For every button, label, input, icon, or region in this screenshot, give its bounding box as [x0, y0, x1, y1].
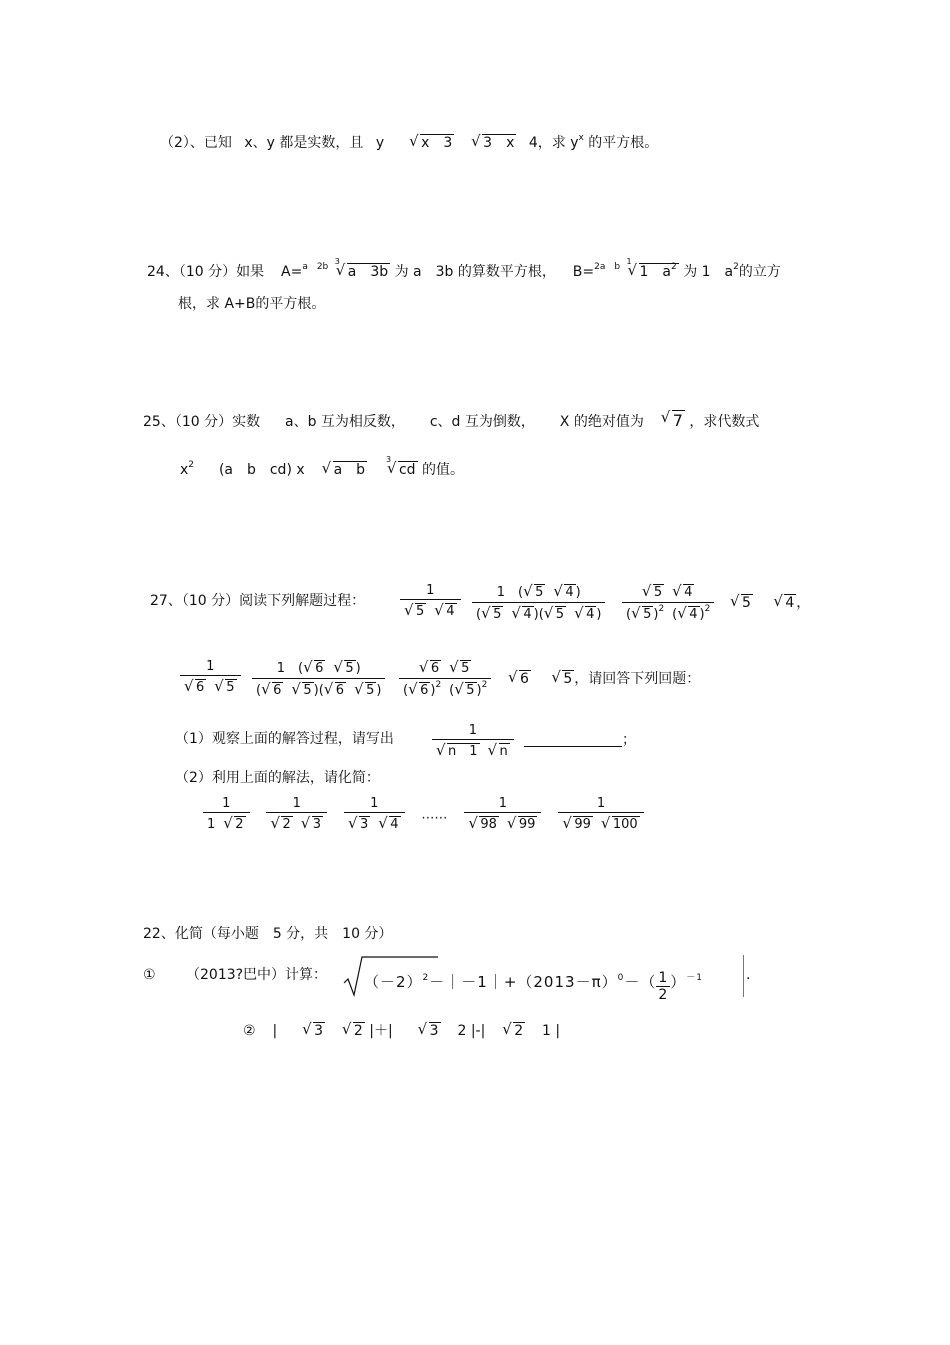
- q22-c2-two: 2 |-|: [457, 1023, 486, 1039]
- q24-text2: 为 1 a: [683, 264, 734, 280]
- q22-circle-2: ②: [243, 1023, 256, 1039]
- q27-f2-den-r3: √ 5: [555, 606, 566, 622]
- q27-line2-end: ，请回答下列回题：: [574, 671, 701, 687]
- q27-res-r2: √ 4: [784, 594, 796, 611]
- q27-g2-den-r1: √ 6: [272, 682, 283, 698]
- q27-g3-den-r1: √ 6: [419, 682, 430, 698]
- q27-g3-den-r2: √ 5: [465, 682, 476, 698]
- q27-g2: $\frac{1 (√ 6√ 5 )}{(√ 6√ 5 )(√ 6√ 5 )}$: [252, 660, 385, 699]
- q27-gres-r1: √ 6: [519, 670, 531, 687]
- q27-g3: √ $\frac{6√ 5}{(√ 6 )^2 (√ 5 )^2}$: [399, 660, 491, 699]
- q27-frac-3: √ $\frac{5√ 4}{(√ 5 )^2 (√ 4 )^2}$: [622, 584, 714, 623]
- q27-f3-den-r2: √ 4: [688, 606, 699, 622]
- series-term-5-num: 1: [558, 797, 643, 813]
- q22-c2-r4: √ 2: [513, 1022, 525, 1039]
- series-term-4-b: √ 99: [518, 816, 538, 832]
- q27-result-1: [730, 594, 810, 611]
- q27-f1-d1: √ 5: [415, 603, 426, 619]
- q27-f2-num-a: 1 (: [496, 585, 524, 600]
- q27-p1-d1: √ n 1: [447, 743, 480, 759]
- q25-line-2: [180, 455, 464, 478]
- series-term-1: [203, 797, 250, 832]
- series-term-2-a: √ 2: [281, 816, 292, 832]
- answer-blank[interactable]: [524, 732, 622, 747]
- q22-c1-half: [656, 971, 670, 1002]
- series-term-5-a: √ 99: [573, 816, 593, 832]
- q22-c2-bar1: |: [272, 1023, 278, 1039]
- q22-c2-r3: √ 3: [429, 1022, 441, 1039]
- q23-2-y: y: [375, 135, 385, 151]
- q27-frac-1: [400, 584, 461, 619]
- q27-res-r1: √ 5: [741, 594, 753, 611]
- series-term-3-a: √ 3: [359, 816, 370, 832]
- series-term-3: [344, 797, 405, 832]
- series-term-4-a: √ 98: [479, 816, 499, 832]
- q23-2-sqrt-2: √ 3 x: [482, 134, 516, 151]
- q27-part1-answer: [524, 732, 636, 747]
- q22-c2-mid: |＋|: [369, 1023, 393, 1039]
- q27-g1-d2: √ 5: [225, 679, 236, 695]
- q25-x: x: [180, 462, 189, 478]
- q27-series: [203, 797, 644, 832]
- q27-g1-num: 1: [180, 660, 241, 676]
- q27-g2-num-r1: √ 6: [314, 660, 325, 676]
- q27-g2-den-r2: √ 5: [302, 682, 313, 698]
- q23-2-vars: x、y: [244, 135, 275, 151]
- q24-text3: 的立方: [738, 264, 781, 280]
- q24-A-radicand: a 3b: [347, 264, 389, 280]
- q24-B-sq: 2: [671, 262, 677, 272]
- q23-2-sqrt-1: √ x 3: [420, 134, 454, 151]
- q22-circle-1: ①: [143, 967, 156, 983]
- q22-c2-r1: √ 3: [313, 1022, 325, 1039]
- q23-2-label: （2）、已知: [160, 135, 232, 151]
- q22-c1-expr-d: ）: [670, 973, 687, 991]
- q24-B-index: √ 1: [626, 257, 632, 266]
- q25-sqrt-7: √ 7: [672, 410, 685, 430]
- q24-B-radicand: 1 a: [639, 264, 672, 280]
- q27-g3-sq-1: 2: [435, 680, 442, 691]
- q25-text3: X 的绝对值为: [559, 414, 644, 430]
- series-term-1-a: 1: [207, 817, 216, 832]
- series-term-4: [464, 797, 541, 832]
- q22-c1-expression: [342, 955, 744, 1003]
- q24-A-index: √ 3: [334, 257, 340, 266]
- q27-f1-d2: √ 4: [445, 603, 456, 619]
- q23-2-text1: 都是实数，且: [279, 135, 364, 151]
- q27-comma: ，: [796, 595, 811, 611]
- q27-f3-sq-1: 2: [658, 604, 665, 615]
- q24-B-root: [626, 257, 679, 280]
- q27-frac-2: $\frac{1 (√ 5√ 4 )}{(√ 5√ 4 )(√ 5√ 4 )}$: [472, 584, 605, 623]
- q27-g2-den-r3: √ 6: [335, 682, 346, 698]
- q24-B-exp: 2a b: [594, 262, 621, 272]
- series-term-5: [558, 797, 643, 832]
- q27-part1-text: （1）观察上面的解答过程，请写出: [175, 731, 394, 747]
- q27-f2-den-r2: √ 4: [522, 606, 533, 622]
- series-term-5-b: √ 100: [612, 816, 640, 832]
- q25-text2: c、d 互为倒数，: [429, 414, 535, 430]
- q24-line-1: [147, 257, 781, 280]
- q23-2-exp: x: [578, 133, 584, 143]
- q22-c1-expr-zero: 0: [617, 973, 625, 983]
- q25-label: 25、（10 分）实数: [143, 414, 261, 430]
- q23-2-end: 的平方根。: [588, 135, 659, 151]
- q22-c1-half-den: 2: [658, 987, 669, 1003]
- q25-cbrt-cd: [385, 455, 418, 478]
- q27-g2-num-a: 1 (: [276, 661, 304, 676]
- series-term-3-b: √ 4: [389, 816, 400, 832]
- q25-text4: ，求代数式: [689, 414, 760, 430]
- q27-f3-den-r1: √ 5: [642, 606, 653, 622]
- q27-f2-num-r1: √ 5: [534, 584, 545, 600]
- q25-end: 的值。: [421, 462, 464, 478]
- q22-c1-expr-b: －｜－1｜+（2013－π）: [429, 973, 618, 991]
- q22-c1-text: （2013?巴中）计算：: [186, 967, 328, 983]
- series-term-1-num: 1: [203, 797, 250, 813]
- q22-c2-one: 1 |: [542, 1023, 561, 1039]
- q25-text1: a、b 互为相反数，: [285, 414, 405, 430]
- q22-c2-r2: √ 2: [353, 1022, 365, 1039]
- q27-p1-num: 1: [432, 724, 514, 740]
- q25-cbrt-radicand: cd: [398, 462, 416, 478]
- q27-g1-d1: √ 6: [195, 679, 206, 695]
- q23-2-line: [160, 134, 658, 151]
- q27-p1-d2: √ n: [499, 743, 510, 759]
- q27-g2-den-r4: √ 5: [365, 682, 376, 698]
- q22-c1-expr-a: （－2）: [364, 973, 423, 991]
- q27-gres-r2: √ 5: [562, 670, 574, 687]
- q27-g3-num-r1: √ 6: [430, 660, 441, 676]
- q27-f2-den-r4: √ 4: [585, 606, 596, 622]
- q24-line-2: 根，求 A+B的平方根。: [178, 296, 326, 312]
- q24-A-exp: a 2b: [302, 262, 329, 272]
- q22-c1-expr-c: －（: [624, 973, 657, 991]
- q24-A-cbrt: [334, 257, 390, 280]
- q24-B: B=: [572, 264, 595, 280]
- series-term-1-b: √ 2: [234, 816, 245, 832]
- series-dots: ……: [421, 807, 448, 823]
- q22-c1-dot: .: [746, 967, 751, 983]
- q22-label: 22、化简（每小题 5 分，共 10 分）: [143, 926, 393, 942]
- q22-c1-half-num: 1: [658, 970, 669, 986]
- q27-part2-text: （2）利用上面的解法，请化简：: [175, 770, 380, 786]
- q24-text2-sq: 2: [733, 262, 739, 272]
- q27-g1: [180, 660, 241, 695]
- q22-c1-expr-sq: 2: [422, 973, 430, 983]
- q23-2-base: y: [570, 135, 579, 151]
- q22-c1-expr-m1: －1: [686, 973, 704, 983]
- series-term-2: [266, 797, 327, 832]
- q27-f1-num: 1: [400, 584, 461, 600]
- q27-g2-num-r2: √ 5: [344, 660, 355, 676]
- series-term-2-b: √ 3: [312, 816, 323, 832]
- q25-cbrt-index: √ 3: [385, 455, 392, 464]
- q25-sqrt-ab: √ a b: [333, 461, 367, 478]
- q27-part1-frac: [432, 724, 514, 759]
- q23-2-plus: 4，求: [528, 135, 566, 151]
- q27-f3-num-r1: √ 5: [653, 584, 664, 600]
- q27-f2-den-r1: √ 5: [492, 606, 503, 622]
- q27-f3-sq-2: 2: [704, 604, 711, 615]
- series-term-2-num: 1: [266, 797, 327, 813]
- q27-result-2: [508, 670, 700, 687]
- q24-A: A=: [281, 264, 303, 280]
- q25-line-1: [143, 410, 759, 430]
- q27-f3-num-r2: √ 4: [683, 584, 694, 600]
- series-term-3-num: 1: [344, 797, 405, 813]
- q27-g3-num-r2: √ 5: [460, 660, 471, 676]
- q27-label: 27、（10 分）阅读下列解题过程：: [150, 593, 366, 609]
- q25-expr: (a b cd) x: [218, 462, 305, 478]
- q27-f2-num-r2: √ 4: [564, 584, 575, 600]
- q24-text1: 为 a 3b 的算数平方根，: [394, 264, 556, 280]
- q25-x-sq: 2: [188, 460, 195, 470]
- q22-c2-line: [243, 1022, 560, 1039]
- series-term-4-num: 1: [464, 797, 541, 813]
- q27-p1-end: ；: [622, 732, 636, 748]
- q24-label: 24、（10 分）如果: [147, 264, 265, 280]
- q27-g3-sq-2: 2: [481, 680, 488, 691]
